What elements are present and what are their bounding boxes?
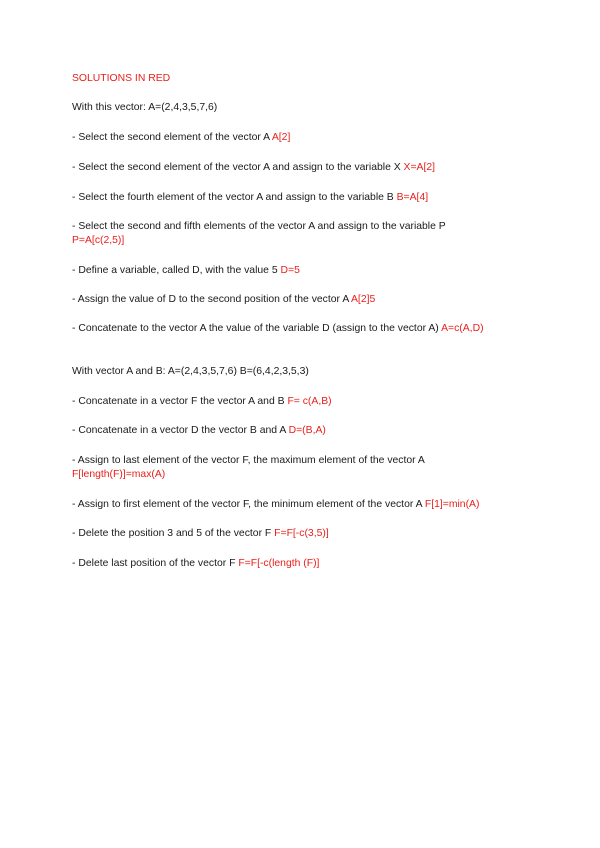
exercise-12-answer: F=F[-c(3,5)] [274,528,329,539]
exercise-5-question: - Define a variable, called D, with the value 5 [72,265,281,276]
exercise-1 [72,131,290,144]
exercise-7 [72,322,484,335]
exercise-6-question: - Assign the value of D to the second position of the vector A [72,294,351,305]
exercise-6 [72,293,375,306]
exercise-10-answer: F[length(F)]=max(A) [72,469,166,480]
intro-vector-a: With this vector: A=(2,4,3,5,7,6) [72,102,218,113]
exercise-8-question: - Concatenate in a vector F the vector A and B [72,396,288,407]
exercise-10-question: - Assign to last element of the vector F, the maximum element of the vector A [72,455,425,466]
exercise-13-question: - Delete last position of the vector F [72,558,239,569]
exercise-2 [72,161,435,174]
exercise-5-answer: D=5 [280,265,300,276]
exercise-11-answer: F[1]=min(A) [424,499,480,510]
exercise-4-answer: P=A[c(2,5)] [72,235,125,246]
exercise-8 [72,395,332,408]
exercise-1-question: - Select the second element of the vector A [72,132,272,143]
exercise-7-question: - Concatenate to the vector A the value of the variable D (assign to the vector A) [72,323,442,334]
exercise-13-answer: F=F[-c(length (F)] [238,558,320,569]
exercise-3-question: - Select the fourth element of the vector A and assign to the variable B [72,192,397,203]
exercise-7-answer: A=c(A,D) [441,323,484,334]
exercise-9-answer: D=(B,A) [288,425,326,436]
exercise-11 [72,498,479,511]
exercise-9 [72,424,326,437]
exercise-6-answer: A[2]5 [351,294,376,305]
exercise-3-answer: B=A[4] [396,192,429,203]
solutions-heading: SOLUTIONS IN RED [72,73,171,84]
exercise-8-answer: F= c(A,B) [287,396,332,407]
exercise-2-answer: X=A[2] [403,162,436,173]
exercise-3 [72,191,428,204]
exercise-4-question: - Select the second and fifth elements of the vector A and assign to the variable P [72,221,446,232]
exercise-12 [72,527,329,540]
exercise-1-answer: A[2] [271,132,291,143]
intro-vectors-a-b: With vector A and B: A=(2,4,3,5,7,6) B=(6,4,2,3,5,3) [72,366,309,377]
exercise-13 [72,557,319,570]
exercise-2-question: - Select the second element of the vector A and assign to the variable X [72,162,404,173]
exercise-12-question: - Delete the position 3 and 5 of the vector F [72,528,275,539]
exercise-11-question: - Assign to first element of the vector F, the minimum element of the vector A [72,499,425,510]
exercise-9-question: - Concatenate in a vector D the vector B and A [72,425,289,436]
exercise-5 [72,264,300,277]
